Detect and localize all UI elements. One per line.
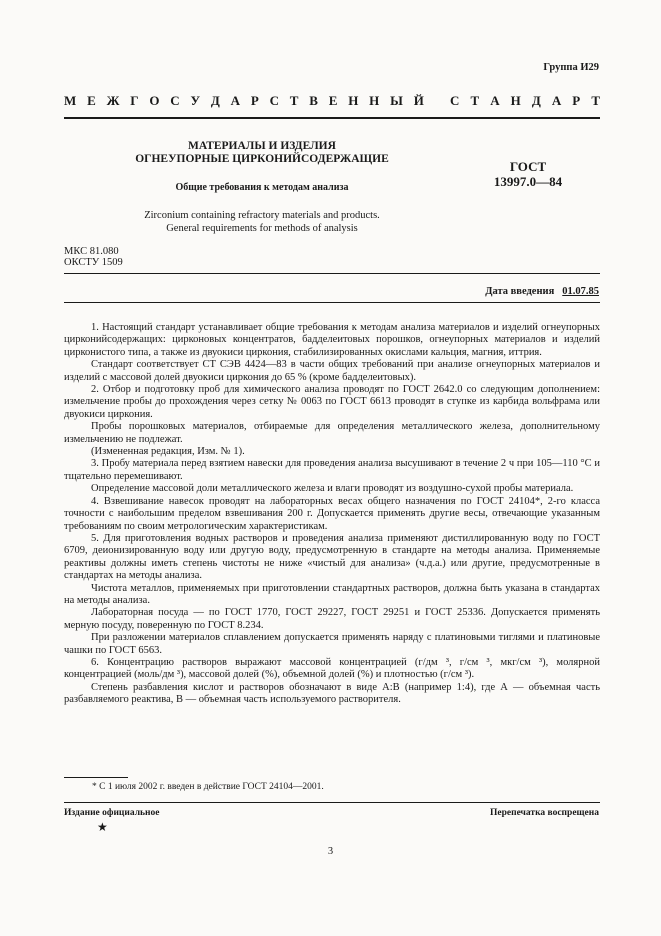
title-english-line-2: General requirements for methods of analysis [166,223,358,234]
banner-letter: Ы [390,93,403,108]
banner-word-interstate [64,93,424,109]
paragraph: (Измененная редакция, Изм. № 1). [91,446,245,458]
banner-letter: А [490,93,500,108]
okstu-code: ОКСТУ 1509 [64,257,123,268]
paragraph: При разложении материалов сплавлением допускается применять наряду с платиновыми тиглями и платиновые чашки по ГОСТ 6563. [64,632,600,656]
footnote: * С 1 июля 2002 г. введен в действие ГОСТ 24104—2001. [92,782,324,792]
banner-letter: Р [572,93,581,108]
title-english-line-1: Zirconium containing refractory materials and products. [144,210,380,221]
title-line-1: МАТЕРИАЛЫ И ИЗДЕЛИЯ [188,140,336,152]
banner-letter: В [309,93,318,108]
paragraph: Степень разбавления кислот и растворов обозначают в виде А:В (например 1:4), где А — объемная часть разбавляемого реактива, В — объемная часть используемого растворителя. [64,681,600,706]
paragraph: Чистота металлов, применяемых при приготовлении стандартных растворов, должна быть указана в стандартах на методы анализа. [64,582,600,606]
banner-letter: Н [369,93,380,108]
reprint-notice: Перепечатка воспрещена [489,808,599,818]
paragraph: 2. Отбор и подготовку проб для химического анализа проводят по ГОСТ 2642.0 со следующим дополнением: измельчение пробы до прохождения через сетку № 0063 по ГОСТ 6613 проводят в ступке из карбида вольфрама или двуокиси циркония. [64,384,600,420]
title-line-2: ОГНЕУПОРНЫЕ ЦИРКОНИЙСОДЕРЖАЩИЕ [135,153,389,165]
official-edition-label: Издание официальное [64,808,160,818]
banner-letter: Е [328,93,338,108]
introduction-date [485,286,599,297]
header-rule [64,273,600,274]
paragraph: 5. Для приготовления водных растворов и проведения анализа применяют дистиллированную воду по ГОСТ 6709, деионизированную воду или другую воду, предусмотренную в стандарте на методы анализа. Применяемые реактивы должны иметь степень чистоты не ниже «чистый для анализа» (ч.д.а.) или другие, предусмотренные в стандартах на методы анализа. [64,532,600,582]
title-english [112,209,412,235]
banner-letter: Д [531,93,541,108]
banner-letter: М [64,93,77,108]
group-code: Группа И29 [543,62,599,73]
title-subtitle: Общие требования к методам анализа [175,182,349,193]
intro-date-label: Дата введения [485,286,555,297]
paragraph: 6. Концентрацию растворов выражают массовой концентрацией (г/дм ³, г/см ³, мкг/см ³), молярной концентрацией (моль/дм ³), массовой долей (%), объемной долей (%) и плотностью (г/см ³). [64,656,600,681]
footer-rule [64,802,600,803]
banner-letter: С [450,93,460,108]
classification-codes [64,246,123,268]
banner-letter: Т [591,93,600,108]
body-text [64,322,600,707]
banner-letter: Т [470,93,480,108]
banner-letter: Р [250,93,259,108]
title-block [112,140,412,235]
footnote-rule [64,777,128,778]
date-rule [64,302,600,303]
banner-letter: Й [413,93,424,108]
banner-word-standard [450,93,600,109]
banner-letter: Ж [106,93,120,108]
paragraph: Пробы порошковых материалов, отбираемые для определения металлического железа, дополнительному измельчению не подлежат. [64,421,600,445]
paragraph: 1. Настоящий стандарт устанавливает общие требования к методам анализа материалов и изделий огнеупорных цирконийсодержащих: цирконовых концентратов, бадделеитовых порошков, огнеупорных материалов и изделий цирконистого типа, а также из двуокиси циркония, стабилизированных окислами кальция, магния, иттрия. [64,322,600,358]
banner-letter: Т [289,93,299,108]
paragraph: Лабораторная посуда — по ГОСТ 1770, ГОСТ 29227, ГОСТ 29251 и ГОСТ 25336. Допускается применять мерную посуду, поверенную по ГОСТ 8.234. [64,607,600,631]
gost-number [488,159,568,189]
banner-letter: Н [510,93,521,108]
banner-letter: А [551,93,562,108]
intro-date-value: 01.07.85 [562,286,599,297]
banner-rule [64,117,600,119]
banner-letter: Н [348,93,359,108]
banner-letter: С [170,93,180,108]
mks-code: МКС 81.080 [64,246,119,257]
banner-letter: О [149,93,160,108]
paragraph: Определение массовой доли металлического железа и влаги проводят из воздушно-сухой пробы материала. [91,483,574,495]
paragraph: Стандарт соответствует СТ СЭВ 4424—83 в части общих требований при анализе огнеупорных материалов и изделий с массовой долей двуокиси циркония до 65 % (кроме бадделеитовых). [64,359,600,383]
standard-banner [64,93,600,109]
banner-letter: Е [87,93,96,108]
gost-code: 13997.0—84 [493,174,563,189]
paragraph: 3. Пробу материала перед взятием навески для проведения анализа высушивают в течение 2 ч при 105—110 °С и тщательно перемешивают. [64,458,600,482]
banner-letter: Д [210,93,220,108]
gost-label: ГОСТ [509,159,547,174]
banner-letter: С [269,93,279,108]
banner-letter: Г [130,93,139,108]
paragraph: 4. Взвешивание навесок проводят на лабораторных весах общего назначения по ГОСТ 24104*, 2-го класса точности с наибольшим пределом взвешивания 200 г. Допускается применять другие весы, отвечающие указанным требованиям по своим метрологическим характеристикам. [64,495,600,532]
page-number: 3 [327,846,334,857]
banner-letter: А [230,93,240,108]
banner-letter: У [190,93,201,108]
star-icon: ★ [97,820,108,834]
